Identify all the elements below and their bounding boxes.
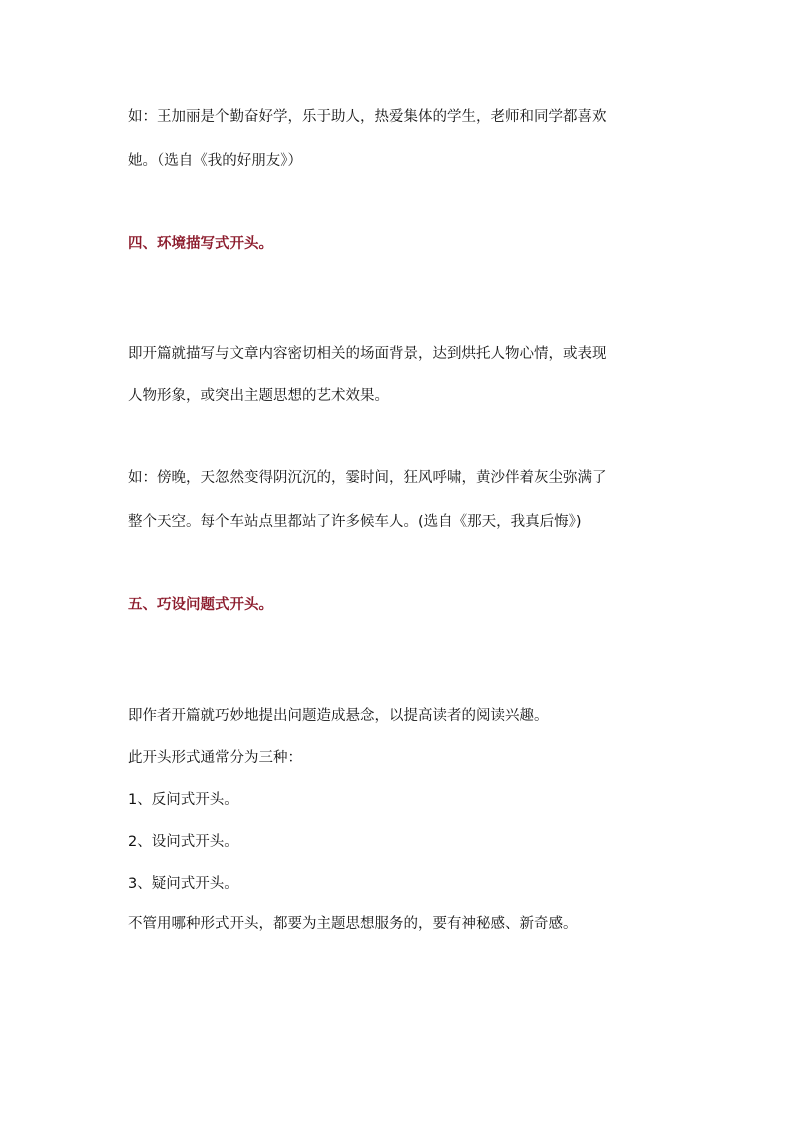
paragraph-line: 此开头形式通常分为三种：: [128, 750, 302, 766]
paragraph-line: 不管用哪种形式开头，都要为主题思想服务的，要有神秘感、新奇感。: [128, 916, 578, 932]
example-text-line: 如：王加丽是个勤奋好学，乐于助人，热爱集体的学生，老师和同学都喜欢: [128, 109, 607, 125]
paragraph-line: 人物形象，或突出主题思想的艺术效果。: [128, 388, 389, 404]
list-item: 1、反问式开头。: [128, 792, 239, 808]
section-heading-5: 五、巧设问题式开头。: [128, 597, 273, 613]
list-item: 2、设问式开头。: [128, 834, 239, 850]
example-text-line: 整个天空。每个车站点里都站了许多候车人。(选自《那天，我真后悔》): [128, 514, 582, 530]
section-heading-4: 四、环境描写式开头。: [128, 236, 273, 252]
example-text-line: 她。（选自《我的好朋友》）: [128, 153, 302, 169]
example-text-line: 如：傍晚，天忽然变得阴沉沉的，霎时间，狂风呼啸，黄沙伴着灰尘弥满了: [128, 470, 607, 486]
paragraph-line: 即开篇就描写与文章内容密切相关的场面背景，达到烘托人物心情，或表现: [128, 346, 607, 362]
list-item: 3、疑问式开头。: [128, 876, 239, 892]
paragraph-line: 即作者开篇就巧妙地提出问题造成悬念，以提高读者的阅读兴趣。: [128, 708, 549, 724]
